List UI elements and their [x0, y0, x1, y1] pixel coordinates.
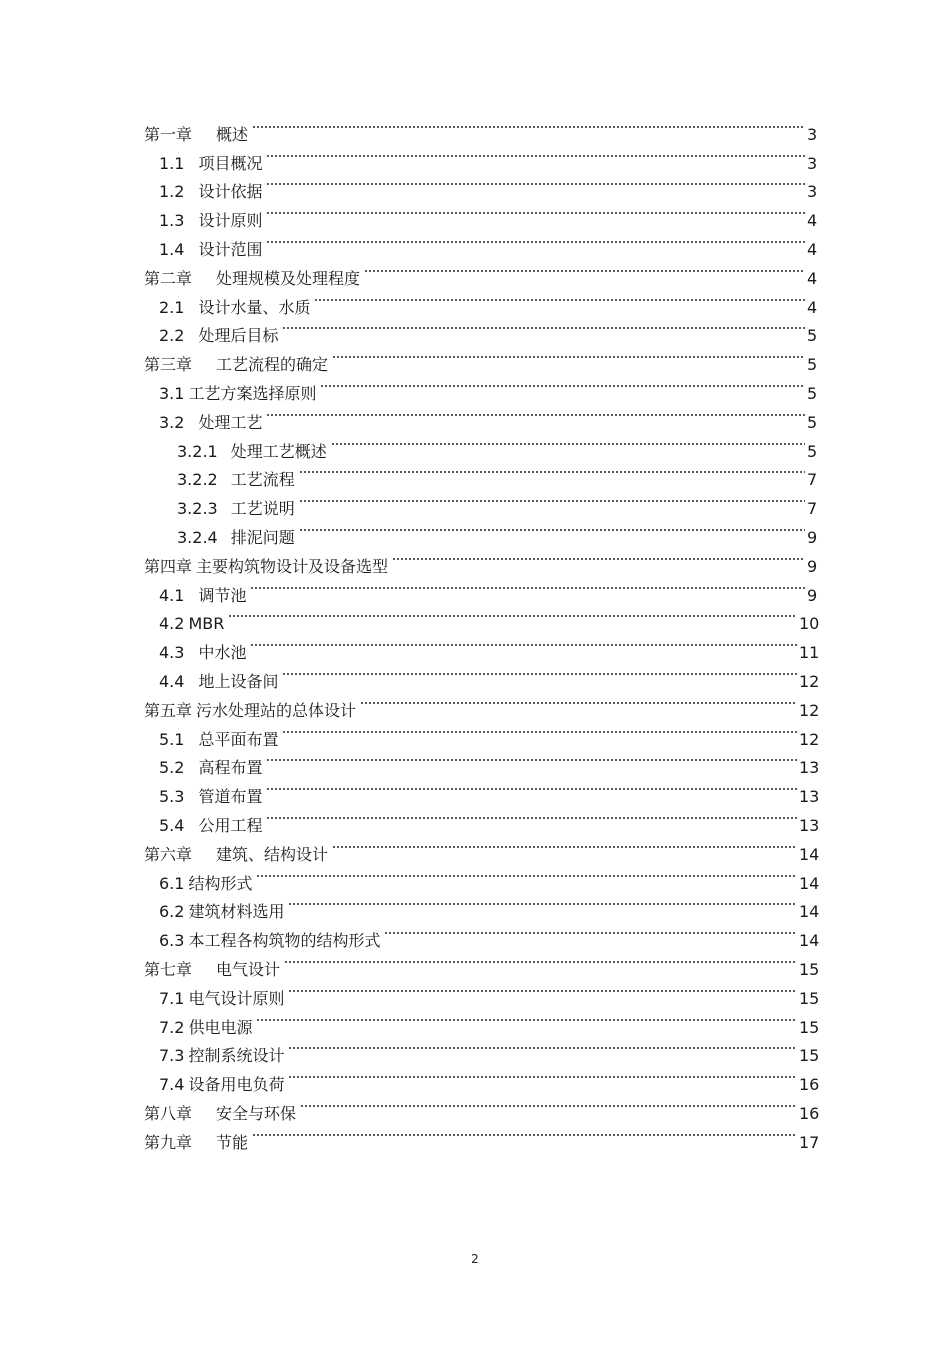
toc-section-entry[interactable]	[0, 636, 950, 665]
toc-entry-number: 第三章	[144, 355, 193, 375]
page-number: 2	[471, 1252, 479, 1266]
toc-entry-title: 处理工艺	[198, 412, 263, 432]
toc-entry-title: 安全与环保	[216, 1103, 297, 1123]
dot-leader	[299, 499, 805, 503]
toc-entry-number: 1.3	[159, 211, 185, 231]
toc-entry-page: 4	[807, 297, 818, 317]
toc-section-entry[interactable]	[0, 579, 950, 608]
toc-entry-title: 高程布置	[198, 758, 263, 778]
dot-leader	[252, 125, 805, 129]
toc-entry-number: 4.2	[159, 614, 185, 634]
toc-entry-page: 12	[799, 671, 820, 691]
toc-chapter-entry[interactable]	[0, 1126, 950, 1155]
toc-entry-number: 5.4	[159, 815, 185, 835]
dot-leader	[282, 730, 797, 734]
toc-entry-page: 7	[807, 470, 818, 490]
toc-entry-number: 3.2.1	[177, 441, 218, 461]
toc-entry-page: 3	[807, 124, 818, 144]
dot-leader	[300, 1104, 797, 1108]
toc-section-entry[interactable]	[0, 1011, 950, 1040]
toc-entry-page: 5	[807, 355, 818, 375]
toc-subsection-entry[interactable]	[0, 464, 950, 493]
dot-leader	[256, 1018, 797, 1022]
dot-leader	[314, 298, 805, 302]
toc-section-entry[interactable]	[0, 723, 950, 752]
toc-entry-number: 第八章	[144, 1103, 193, 1123]
toc-entry-page: 4	[807, 211, 818, 231]
toc-section-entry[interactable]	[0, 924, 950, 953]
toc-entry-title: 项目概况	[198, 153, 263, 173]
toc-chapter-entry[interactable]	[0, 953, 950, 982]
toc-entry-title: 控制系统设计	[188, 1046, 285, 1066]
dot-leader	[266, 413, 805, 417]
toc-entry-number: 第七章	[144, 959, 193, 979]
toc-entry-page: 12	[799, 729, 820, 749]
dot-leader	[288, 989, 797, 993]
toc-entry-number: 4.3	[159, 643, 185, 663]
toc-section-entry[interactable]	[0, 406, 950, 435]
toc-entry-number: 5.3	[159, 787, 185, 807]
toc-entry-page: 15	[799, 1046, 820, 1066]
toc-entry-page: 15	[799, 1017, 820, 1037]
toc-entry-page: 4	[807, 239, 818, 259]
dot-leader	[299, 528, 805, 532]
toc-chapter-entry[interactable]	[0, 262, 950, 291]
dot-leader	[364, 269, 805, 273]
toc-entry-page: 13	[799, 815, 820, 835]
toc-entry-title: 工艺流程的确定	[216, 355, 329, 375]
toc-entry-title: 总平面布置	[198, 729, 279, 749]
toc-entry-title: 调节池	[198, 585, 247, 605]
toc-entry-title: 结构形式	[188, 873, 253, 893]
toc-entry-number: 3.2.3	[177, 499, 218, 519]
toc-entry-page: 9	[807, 527, 818, 547]
dot-leader	[332, 355, 805, 359]
toc-section-entry[interactable]	[0, 982, 950, 1011]
toc-section-entry[interactable]	[0, 147, 950, 176]
toc-entry-number: 3.2.2	[177, 470, 218, 490]
toc-chapter-entry[interactable]	[0, 550, 950, 579]
dot-leader	[284, 960, 797, 964]
toc-chapter-entry[interactable]	[0, 694, 950, 723]
toc-section-entry[interactable]	[0, 291, 950, 320]
toc-section-entry[interactable]	[0, 665, 950, 694]
toc-entry-title: 处理规模及处理程度	[216, 268, 361, 288]
toc-section-entry[interactable]	[0, 896, 950, 925]
dot-leader	[266, 211, 805, 215]
toc-entry-page: 13	[799, 758, 820, 778]
toc-entry-page: 16	[799, 1103, 820, 1123]
dot-leader	[288, 1075, 797, 1079]
dot-leader	[266, 182, 805, 186]
toc-entry-title: 公用工程	[198, 815, 263, 835]
toc-entry-title: 概述	[216, 124, 249, 144]
toc-section-entry[interactable]	[0, 1068, 950, 1097]
toc-section-entry[interactable]	[0, 320, 950, 349]
toc-section-entry[interactable]	[0, 867, 950, 896]
toc-entry-number: 2.2	[159, 326, 185, 346]
toc-entry-title: 建筑、结构设计	[216, 844, 329, 864]
toc-entry-title: 设计水量、水质	[198, 297, 311, 317]
toc-entry-page: 15	[799, 988, 820, 1008]
toc-section-entry[interactable]	[0, 809, 950, 838]
toc-entry-page: 15	[799, 959, 820, 979]
toc-entry-number: 6.1	[159, 873, 185, 893]
toc-entry-title: 处理后目标	[198, 326, 279, 346]
toc-entry-page: 4	[807, 268, 818, 288]
toc-entry-title: 设计依据	[198, 182, 263, 202]
toc-entry-number: 4.1	[159, 585, 185, 605]
dot-leader	[392, 557, 805, 561]
toc-section-entry[interactable]	[0, 780, 950, 809]
toc-entry-title: 节能	[216, 1132, 249, 1152]
toc-entry-title: 工艺流程	[230, 470, 295, 490]
toc-entry-number: 第五章	[144, 700, 193, 720]
toc-section-entry[interactable]	[0, 176, 950, 205]
dot-leader	[266, 154, 805, 158]
toc-entry-title: 中水池	[198, 643, 247, 663]
toc-entry-page: 14	[799, 931, 820, 951]
toc-entry-number: 第九章	[144, 1132, 193, 1152]
toc-entry-number: 3.1	[159, 383, 185, 403]
toc-entry-page: 3	[807, 153, 818, 173]
toc-section-entry[interactable]	[0, 233, 950, 262]
toc-section-entry[interactable]	[0, 752, 950, 781]
dot-leader	[266, 816, 797, 820]
toc-chapter-entry[interactable]	[0, 1097, 950, 1126]
toc-entry-number: 第二章	[144, 268, 193, 288]
toc-entry-title: 管道布置	[198, 787, 263, 807]
dot-leader	[282, 326, 805, 330]
dot-leader	[250, 586, 805, 590]
dot-leader	[266, 240, 805, 244]
toc-entry-title: 设备用电负荷	[188, 1075, 285, 1095]
toc-chapter-entry[interactable]	[0, 838, 950, 867]
toc-entry-page: 14	[799, 902, 820, 922]
toc-entry-number: 6.3	[159, 931, 185, 951]
toc-entry-page: 5	[807, 412, 818, 432]
toc-entry-title: 主要构筑物设计及设备选型	[196, 556, 389, 576]
toc-section-entry[interactable]	[0, 1040, 950, 1069]
toc-chapter-entry[interactable]	[0, 348, 950, 377]
toc-entry-title: 工艺说明	[230, 499, 295, 519]
toc-entry-number: 1.2	[159, 182, 185, 202]
toc-entry-number: 2.1	[159, 297, 185, 317]
toc-entry-page: 14	[799, 844, 820, 864]
dot-leader	[288, 1046, 797, 1050]
toc-entry-title: 地上设备间	[198, 671, 279, 691]
toc-entry-title: 污水处理站的总体设计	[196, 700, 357, 720]
dot-leader	[266, 787, 797, 791]
toc-entry-page: 5	[807, 326, 818, 346]
toc-entry-page: 16	[799, 1075, 820, 1095]
toc-entry-title: 设计原则	[198, 211, 263, 231]
dot-leader	[320, 384, 805, 388]
toc-entry-title: MBR	[188, 614, 225, 634]
toc-entry-number: 第六章	[144, 844, 193, 864]
dot-leader	[331, 442, 805, 446]
dot-leader	[332, 845, 797, 849]
dot-leader	[250, 643, 797, 647]
toc-entry-page: 14	[799, 873, 820, 893]
toc-subsection-entry[interactable]	[0, 492, 950, 521]
toc-entry-page: 9	[807, 556, 818, 576]
toc-entry-page: 5	[807, 383, 818, 403]
toc-entry-number: 3.2.4	[177, 527, 218, 547]
toc-section-entry[interactable]	[0, 608, 950, 637]
toc-subsection-entry[interactable]	[0, 521, 950, 550]
toc-entry-title: 本工程各构筑物的结构形式	[188, 931, 381, 951]
dot-leader	[256, 874, 797, 878]
toc-entry-number: 1.4	[159, 239, 185, 259]
toc-subsection-entry[interactable]	[0, 435, 950, 464]
toc-section-entry[interactable]	[0, 204, 950, 233]
toc-entry-title: 电气设计原则	[188, 988, 285, 1008]
toc-entry-page: 17	[799, 1132, 820, 1152]
dot-leader	[288, 902, 797, 906]
toc-entry-number: 第四章	[144, 556, 193, 576]
toc-entry-title: 电气设计	[216, 959, 281, 979]
toc-entry-page: 9	[807, 585, 818, 605]
toc-entry-title: 排泥问题	[230, 527, 295, 547]
toc-entry-number: 4.4	[159, 671, 185, 691]
dot-leader	[360, 701, 797, 705]
toc-entry-title: 处理工艺概述	[230, 441, 327, 461]
toc-entry-page: 10	[799, 614, 820, 634]
toc-entry-page: 3	[807, 182, 818, 202]
toc-entry-number: 7.1	[159, 988, 185, 1008]
dot-leader	[266, 758, 797, 762]
toc-entry-page: 12	[799, 700, 820, 720]
toc-entry-page: 5	[807, 441, 818, 461]
toc-entry-number: 7.3	[159, 1046, 185, 1066]
toc-entry-title: 建筑材料选用	[188, 902, 285, 922]
toc-entry-number: 7.2	[159, 1017, 185, 1037]
toc-entry-number: 1.1	[159, 153, 185, 173]
toc-section-entry[interactable]	[0, 377, 950, 406]
toc-entry-title: 设计范围	[198, 239, 263, 259]
toc-entry-page: 13	[799, 787, 820, 807]
toc-chapter-entry[interactable]	[0, 118, 950, 147]
toc-entry-number: 5.1	[159, 729, 185, 749]
dot-leader	[282, 672, 797, 676]
toc-entry-number: 第一章	[144, 124, 193, 144]
toc-entry-number: 3.2	[159, 412, 185, 432]
dot-leader	[228, 614, 797, 618]
toc-entry-title: 工艺方案选择原则	[188, 383, 317, 403]
toc-entry-number: 7.4	[159, 1075, 185, 1095]
toc-entry-number: 5.2	[159, 758, 185, 778]
dot-leader	[384, 931, 797, 935]
table-of-contents	[0, 118, 950, 1155]
dot-leader	[252, 1133, 797, 1137]
toc-entry-page: 11	[799, 643, 820, 663]
toc-entry-number: 6.2	[159, 902, 185, 922]
dot-leader	[299, 470, 805, 474]
toc-entry-title: 供电电源	[188, 1017, 253, 1037]
toc-entry-page: 7	[807, 499, 818, 519]
